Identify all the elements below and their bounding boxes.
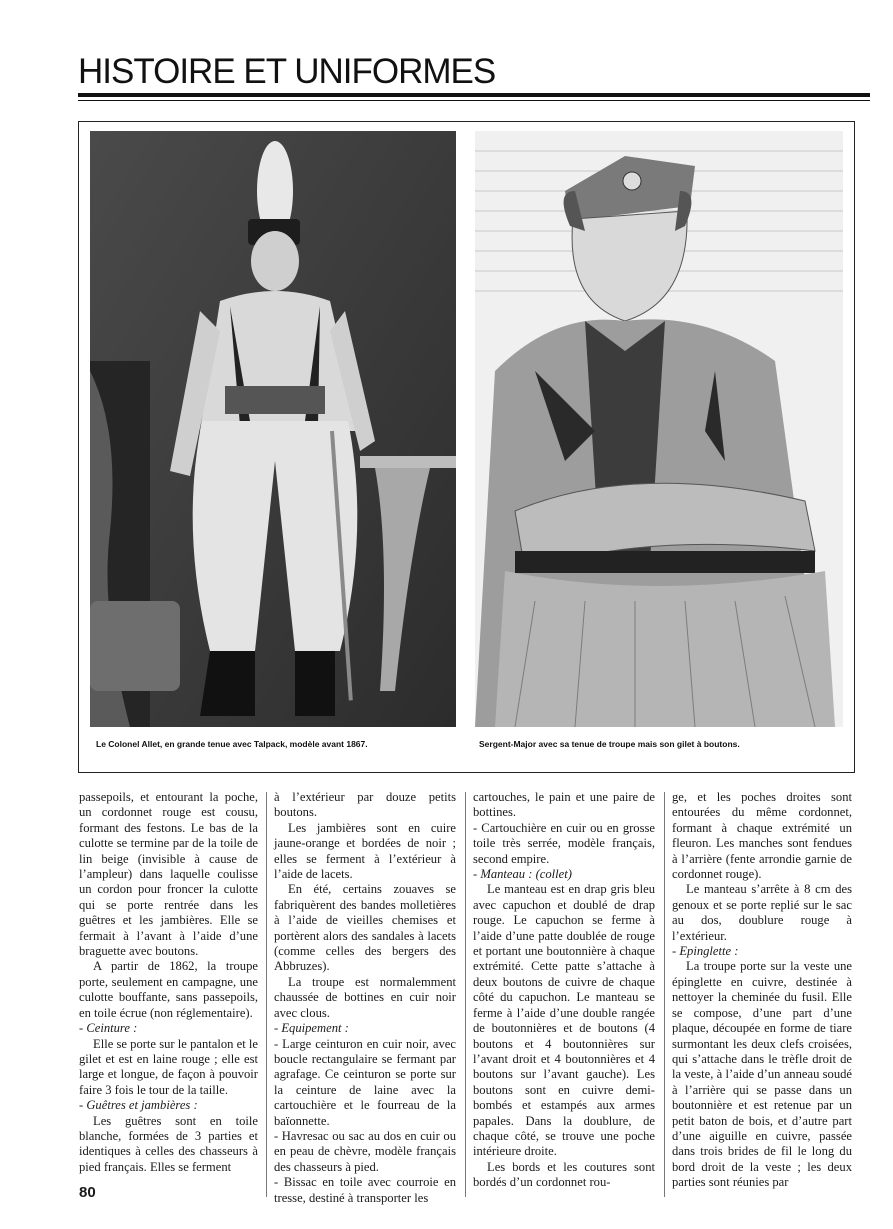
paragraph: Le manteau est en drap gris bleu avec capuchon et doublé de drap rouge. Le capuchon se ferme à l’aide d’une patte doublée de rouge et portant une boutonnière à chaque extrémité. Cette patte s’attache à deux boutons de cuivre de chaque côté du capuchon. Le manteau se ferme à l’aide d’une double rangée de boutonnières et de boutons (4 boutons et 4 boutonnières sur l’avant droit et 4 boutonnières et 4 boutons sur l’avant gauche). Les boutons sont en cuivre demi-bombés et estampés aux armes papales. Dans la doublure, de chaque côté, se trouve une poche intérieure droite. xyxy=(473,882,655,1159)
header-rule-thin xyxy=(78,100,870,101)
paragraph: La troupe porte sur la veste une épinglette en cuivre, destinée à nettoyer la cheminée du fusil. Elle se compose, d’une part d’une plaque, découpée en forme de tiare surmontant les deux clefs croisées, qui s’attache dans le trèfle droit de la veste, à l’aide d’un anneau soudé à l’arrière qui se passe dans un boutonnière et est retenue par un petit baton de bois, et d’autre part d’une aiguille en cuivre, passée dans trois brides de fil le long du bord droit de la veste ; les deux parties sont réunies par xyxy=(672,959,852,1190)
column-divider xyxy=(266,792,267,1197)
paragraph: Les guêtres sont en toile blanche, formées de 3 parties et identiques à celles des chasseurs à pied français. Elles se ferment xyxy=(79,1113,258,1174)
subheading: - Ceinture : xyxy=(79,1021,138,1036)
paragraph: à l’extérieur par douze petits boutons. xyxy=(274,790,456,820)
colonel-photo-illustration xyxy=(90,131,456,727)
subheading: - Equipement : xyxy=(274,1021,349,1036)
subheading: - Manteau : (collet) xyxy=(473,867,572,882)
paragraph: Les bords et les coutures sont bordés d’un cordonnet rou- xyxy=(473,1159,655,1190)
section-title: HISTOIRE ET UNIFORMES xyxy=(78,52,496,91)
caption-right: Sergent-Major avec sa tenue de troupe mais son gilet à boutons. xyxy=(479,739,740,749)
paragraph: - Cartouchière en cuir ou en grosse toile très serrée, modèle français, second empire. xyxy=(473,820,655,866)
text-column-2 xyxy=(274,790,456,1206)
paragraph: - Havresac ou sac au dos en cuir ou en peau de chèvre, modèle français des chasseurs à pied. xyxy=(274,1128,456,1174)
subheading: - Guêtres et jambières : xyxy=(79,1098,198,1113)
sergent-engraving-illustration xyxy=(475,131,843,727)
page-number: 80 xyxy=(79,1184,96,1201)
paragraph: La troupe est normalemment chaussée de bottines en cuir noir avec clous. xyxy=(274,974,456,1020)
paragraph: En été, certains zouaves se fabriquèrent des bandes molletières à l’aide de vieilles chemises et portèrent alors des sandales à lacets (comme celles des bergers des Abbruzes). xyxy=(274,882,456,974)
paragraph: - Bissac en toile avec courroie en tresse, destiné à transporter les xyxy=(274,1175,456,1205)
paragraph: cartouches, le pain et une paire de bottines. xyxy=(473,790,655,820)
text-column-3 xyxy=(473,790,655,1191)
paragraph: - Large ceinturon en cuir noir, avec boucle rectangulaire se fermant par agrafage. Ce ceinturon se porte sur la ceinture de laine avec la cartouchière et le fourreau de la baïonnette. xyxy=(274,1036,456,1128)
paragraph: A partir de 1862, la troupe porte, seulement en campagne, une culotte bouffante, sans passepoils, en toile écrue (non réglementaire). xyxy=(79,959,258,1020)
paragraph: Elle se porte sur le pantalon et le gilet et est en laine rouge ; elle est large et longue, de façon à pouvoir faire 3 fois le tour de la taille. xyxy=(79,1036,258,1097)
header-rule-thick xyxy=(78,93,870,97)
paragraph: Les jambières sont en cuire jaune-orange et bordées de noir ; elles se ferment à l’extérieur à l’aide de lacets. xyxy=(274,820,456,882)
column-divider xyxy=(664,792,665,1197)
paragraph: ge, et les poches droites sont entourées du même cordonnet, formant à chaque extrémité un fleuron. Les manches sont fendues à l’arrière (fente arrondie garnie de cordonnet rouge). xyxy=(672,790,852,882)
text-column-4 xyxy=(672,790,852,1191)
text-column-1 xyxy=(79,790,258,1175)
caption-left: Le Colonel Allet, en grande tenue avec Talpack, modèle avant 1867. xyxy=(96,739,368,749)
subheading: - Epinglette : xyxy=(672,944,739,959)
paragraph: passepoils, et entourant la poche, un cordonnet rouge est cousu, formant des festons. Le bas de la culotte se termine par de la toile de lin beige (invisible à cause de l’ampleur) dans laquelle coulisse un cordon pour froncer la culotte qui se porte rentrée dans les guêtres et les jambières. Elle se fermait à l’avant à l’aide d’une braguette avec boutons. xyxy=(79,790,258,959)
column-divider xyxy=(465,792,466,1197)
photo-colonel xyxy=(90,131,456,727)
page-header xyxy=(78,52,873,92)
photo-sergent xyxy=(475,131,843,727)
paragraph: Le manteau s’arrête à 8 cm des genoux et se porte replié sur le sac au dos, doublure rouge à l’extérieur. xyxy=(672,882,852,943)
